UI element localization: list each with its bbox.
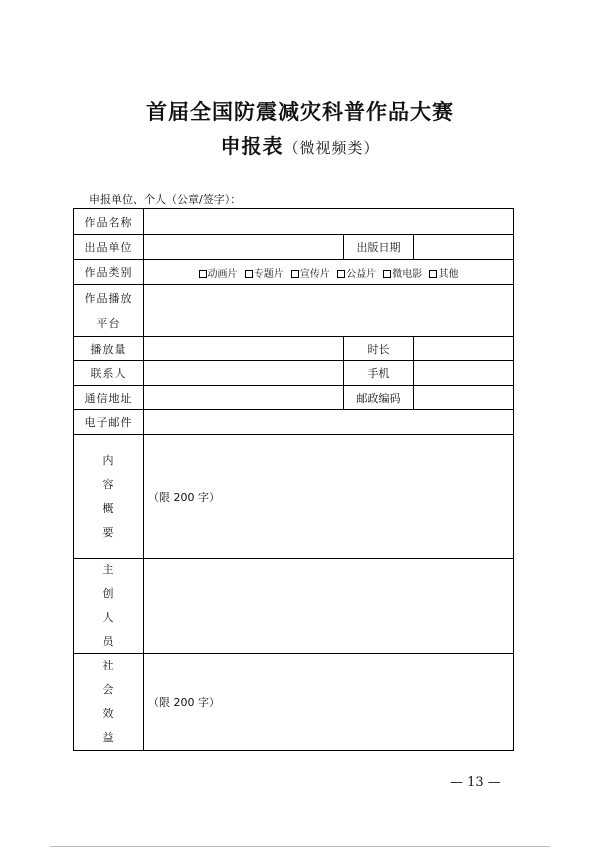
row-work-name: [74, 209, 514, 235]
row-category: [74, 260, 514, 285]
checkbox-icon[interactable]: [291, 270, 299, 278]
field-address[interactable]: [144, 386, 344, 410]
row-producer: [74, 235, 514, 260]
document-title: 首届全国防震减灾科普作品大赛: [146, 100, 454, 124]
field-play-count[interactable]: [144, 337, 344, 361]
row-contact: [74, 361, 514, 386]
field-platform[interactable]: [144, 285, 514, 337]
social-benefit-hint: （限 200 字）: [148, 696, 220, 709]
category-option[interactable]: 微电影: [383, 269, 422, 280]
label-platform: [74, 285, 144, 337]
field-creators[interactable]: [144, 559, 514, 654]
field-social-benefit[interactable]: [144, 654, 514, 751]
row-social-benefit: [74, 654, 514, 751]
subtitle-category: （微视频类）: [283, 139, 380, 157]
label-producer: 出品单位: [74, 235, 144, 260]
category-option[interactable]: 动画片: [199, 269, 238, 280]
label-social-benefit: 社 会 效 益: [74, 654, 144, 751]
field-duration[interactable]: [414, 337, 514, 361]
row-address: [74, 386, 514, 410]
field-email[interactable]: [144, 410, 514, 435]
subtitle-main: 申报表: [220, 134, 284, 158]
row-summary: [74, 435, 514, 559]
field-contact[interactable]: [144, 361, 344, 386]
row-play-count: [74, 337, 514, 361]
label-email: 电子邮件: [74, 410, 144, 435]
label-summary: 内 容 概 要: [74, 435, 144, 559]
label-release-date: 出版日期: [344, 235, 414, 260]
field-release-date[interactable]: [414, 235, 514, 260]
label-category: 作品类别: [74, 260, 144, 285]
checkbox-icon[interactable]: [383, 270, 391, 278]
category-option[interactable]: 宣传片: [291, 269, 330, 280]
category-options: [144, 260, 514, 285]
document-subtitle: [0, 130, 600, 159]
label-duration: 时长: [344, 337, 414, 361]
label-play-count: 播放量: [74, 337, 144, 361]
category-option[interactable]: 专题片: [245, 269, 284, 280]
checkbox-icon[interactable]: [337, 270, 345, 278]
applicant-label: 申报单位、个人（公章/签字）：: [89, 193, 242, 206]
bottom-divider: [50, 846, 550, 847]
field-mobile[interactable]: [414, 361, 514, 386]
page-number: — 13 —: [450, 775, 501, 790]
label-postal-code: 邮政编码: [344, 386, 414, 410]
row-email: [74, 410, 514, 435]
checkbox-icon[interactable]: [245, 270, 253, 278]
field-producer[interactable]: [144, 235, 344, 260]
summary-hint: （限 200 字）: [148, 490, 220, 504]
label-platform-line2: 平台: [96, 316, 121, 330]
label-platform-line1: 作品播放: [84, 291, 133, 305]
field-postal-code[interactable]: [414, 386, 514, 410]
label-address: 通信地址: [74, 386, 144, 410]
label-creators: 主 创 人 员: [74, 559, 144, 654]
checkbox-icon[interactable]: [429, 270, 437, 278]
label-contact: 联系人: [74, 361, 144, 386]
field-work-name[interactable]: [144, 209, 514, 235]
category-option[interactable]: 其他: [429, 269, 458, 280]
label-mobile: 手机: [344, 361, 414, 386]
label-work-name: 作品名称: [74, 209, 144, 235]
checkbox-icon[interactable]: [199, 270, 207, 278]
category-option[interactable]: 公益片: [337, 269, 376, 280]
row-creators: [74, 559, 514, 654]
application-form-table: [73, 208, 514, 751]
row-platform: [74, 285, 514, 337]
field-summary[interactable]: [144, 435, 514, 559]
